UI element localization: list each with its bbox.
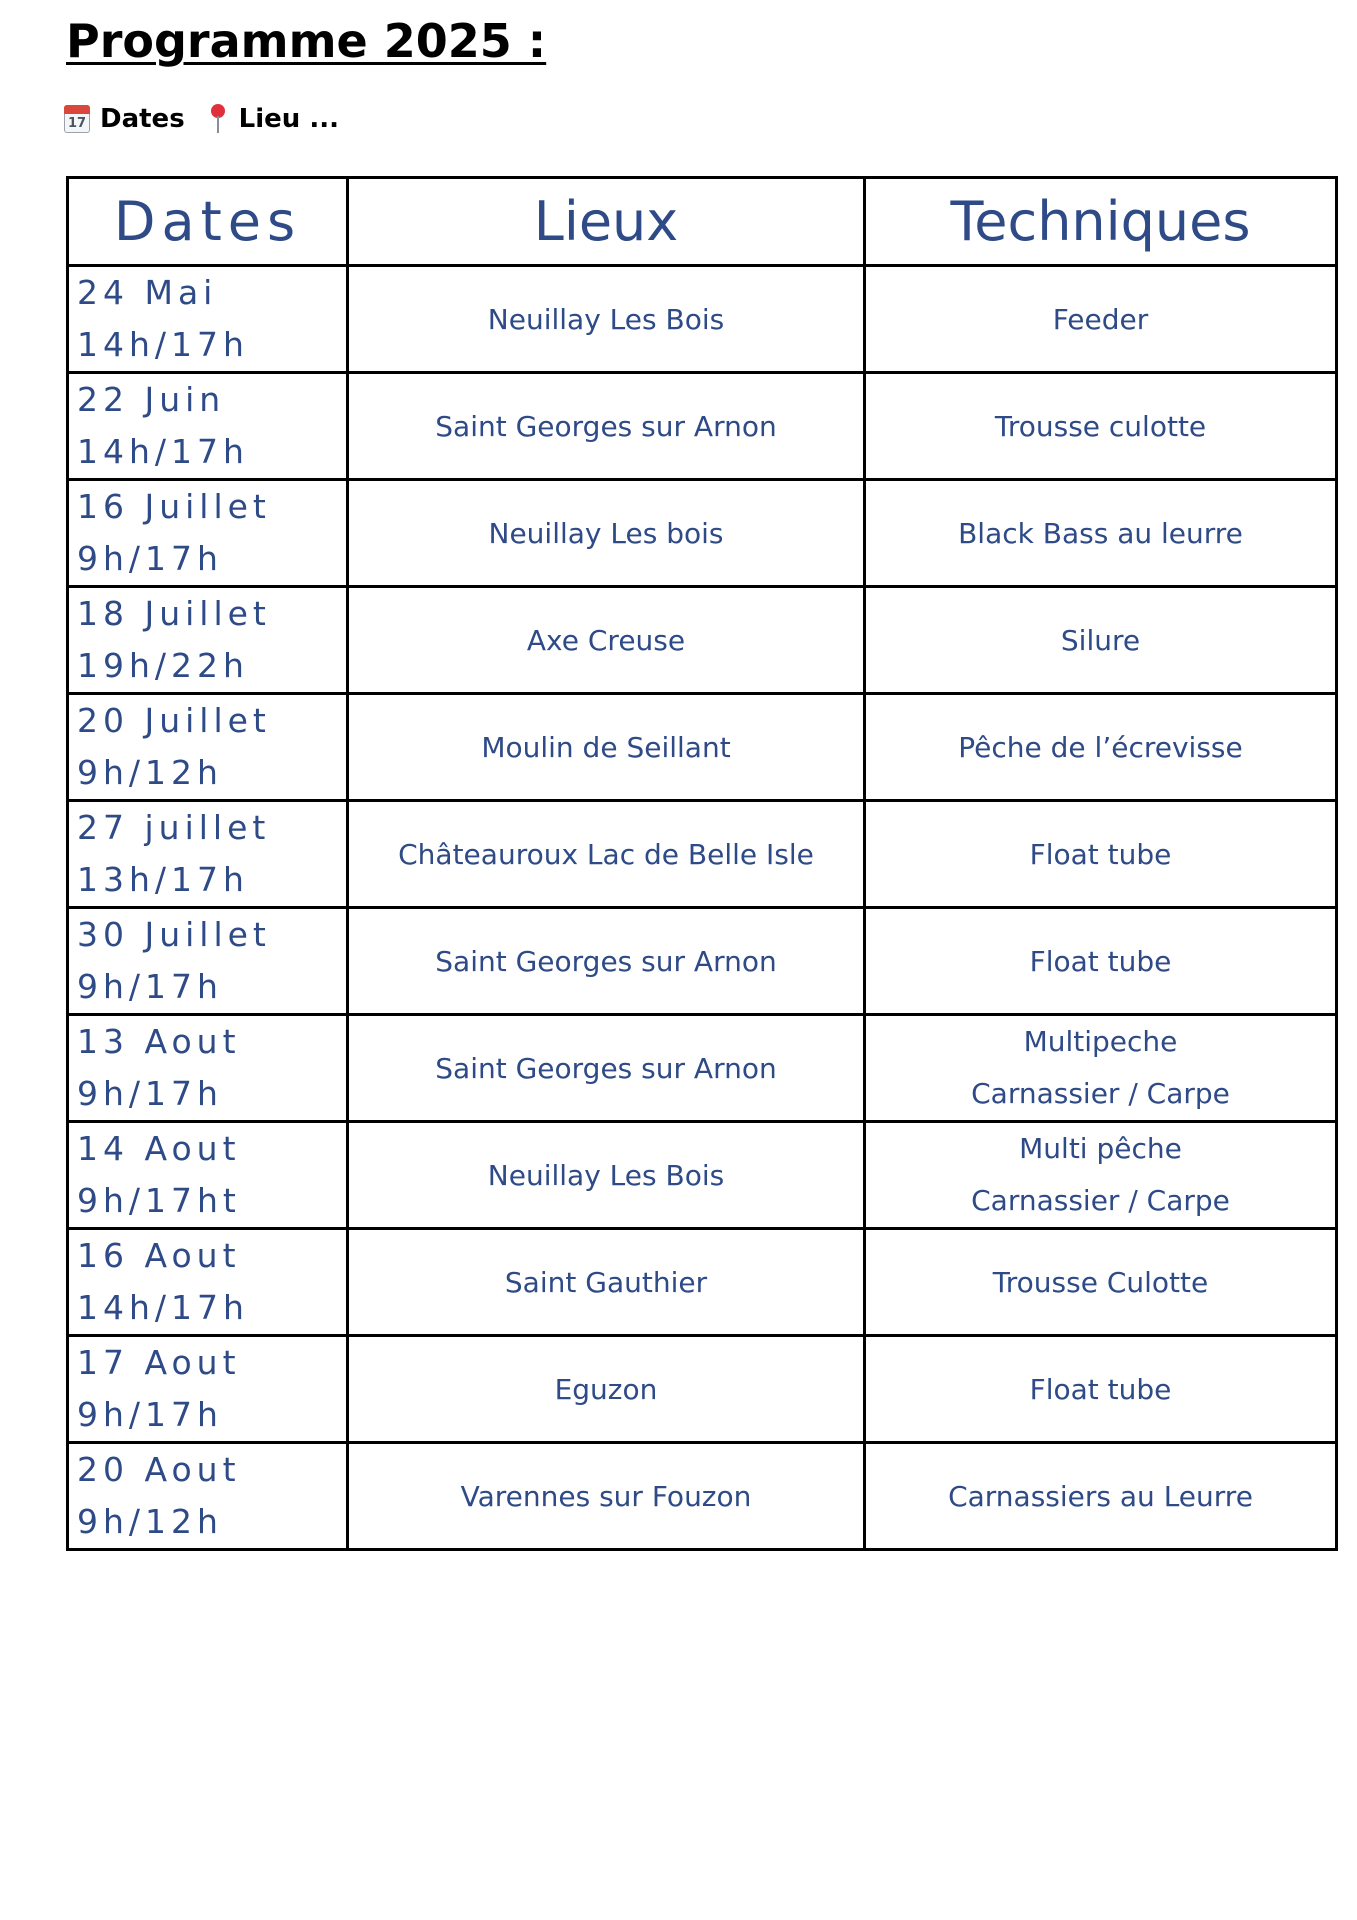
table-row: [68, 266, 1337, 373]
cell-date: [68, 1336, 348, 1443]
header-dates: Dates: [68, 178, 348, 266]
date-time: 14h/17h: [77, 1288, 249, 1327]
date-time: 9h/17h: [77, 967, 223, 1006]
technique-line: Float tube: [1029, 1372, 1172, 1406]
date-time: 14h/17h: [77, 325, 249, 364]
table-body: [68, 266, 1337, 1550]
technique-line: Carnassier / Carpe: [971, 1077, 1230, 1110]
technique-line: Multi pêche: [1019, 1132, 1182, 1165]
date-time: 9h/12h: [77, 1502, 223, 1541]
cell-date: [68, 908, 348, 1015]
cell-date: [68, 1443, 348, 1550]
date-time: 9h/17h: [77, 539, 223, 578]
cell-date: [68, 1229, 348, 1336]
technique-line: Float tube: [1029, 837, 1172, 871]
cell-lieu: Neuillay Les bois: [348, 480, 865, 587]
programme-table: [66, 176, 1338, 1551]
cell-technique: [865, 266, 1337, 373]
date-day: 20 Juillet: [77, 701, 271, 740]
table-row: [68, 1122, 1337, 1229]
cell-date: [68, 694, 348, 801]
cell-lieu: Neuillay Les Bois: [348, 1122, 865, 1229]
cell-date: [68, 801, 348, 908]
calendar-icon: 17: [64, 105, 90, 133]
date-time: 9h/17h: [77, 1074, 223, 1113]
cell-technique: [865, 373, 1337, 480]
header-lieux: Lieux: [348, 178, 865, 266]
date-day: 22 Juin: [77, 380, 226, 419]
legend-lieu-label: Lieu ...: [238, 104, 339, 134]
cell-lieu: Saint Georges sur Arnon: [348, 373, 865, 480]
date-day: 27 juillet: [77, 808, 271, 847]
cell-technique: [865, 1336, 1337, 1443]
table-row: [68, 1336, 1337, 1443]
cell-date: [68, 1015, 348, 1122]
table-row: [68, 801, 1337, 908]
table-row: [68, 1015, 1337, 1122]
date-time: 14h/17h: [77, 432, 249, 471]
technique-line: Float tube: [1029, 944, 1172, 978]
date-day: 13 Aout: [77, 1022, 241, 1061]
date-time: 9h/17h: [77, 1395, 223, 1434]
cell-date: [68, 373, 348, 480]
date-day: 16 Juillet: [77, 487, 271, 526]
pin-icon: [207, 104, 229, 134]
technique-line: Multipeche: [1023, 1025, 1178, 1058]
legend-dates-label: Dates: [100, 104, 185, 134]
cell-lieu: Châteauroux Lac de Belle Isle: [348, 801, 865, 908]
technique-line: Pêche de l’écrevisse: [958, 730, 1243, 764]
cell-technique: [865, 908, 1337, 1015]
cell-technique: [865, 1122, 1337, 1229]
table-row: [68, 373, 1337, 480]
cell-technique: [865, 587, 1337, 694]
date-day: 30 Juillet: [77, 915, 271, 954]
date-time: 9h/17ht: [77, 1181, 241, 1220]
date-time: 9h/12h: [77, 753, 223, 792]
date-day: 17 Aout: [77, 1343, 241, 1382]
legend: [64, 104, 339, 134]
cell-lieu: Eguzon: [348, 1336, 865, 1443]
date-time: 19h/22h: [77, 646, 249, 685]
technique-line: Trousse culotte: [994, 409, 1207, 443]
table-row: [68, 908, 1337, 1015]
date-day: 20 Aout: [77, 1450, 241, 1489]
table-row: [68, 480, 1337, 587]
technique-line: Trousse Culotte: [992, 1265, 1209, 1299]
date-day: 18 Juillet: [77, 594, 271, 633]
cell-technique: [865, 694, 1337, 801]
header-techniques: Techniques: [865, 178, 1337, 266]
cell-technique: [865, 1015, 1337, 1122]
cell-lieu: Neuillay Les Bois: [348, 266, 865, 373]
table-row: [68, 1229, 1337, 1336]
date-day: 24 Mai: [77, 273, 218, 312]
cell-lieu: Saint Georges sur Arnon: [348, 908, 865, 1015]
page-title: Programme 2025 :: [66, 14, 547, 68]
technique-line: Carnassiers au Leurre: [948, 1479, 1253, 1513]
technique-line: Feeder: [1052, 302, 1149, 336]
cell-technique: [865, 480, 1337, 587]
cell-technique: [865, 801, 1337, 908]
cell-date: [68, 1122, 348, 1229]
cell-date: [68, 587, 348, 694]
cell-lieu: Axe Creuse: [348, 587, 865, 694]
date-day: 16 Aout: [77, 1236, 241, 1275]
cell-lieu: Moulin de Seillant: [348, 694, 865, 801]
technique-line: Black Bass au leurre: [958, 516, 1243, 550]
table-header-row: [68, 178, 1337, 266]
technique-line: Carnassier / Carpe: [971, 1184, 1230, 1217]
date-time: 13h/17h: [77, 860, 249, 899]
cell-lieu: Varennes sur Fouzon: [348, 1443, 865, 1550]
table-row: [68, 694, 1337, 801]
cell-lieu: Saint Gauthier: [348, 1229, 865, 1336]
table-row: [68, 1443, 1337, 1550]
technique-line: Silure: [1060, 623, 1141, 657]
cell-date: [68, 480, 348, 587]
table-row: [68, 587, 1337, 694]
cell-date: [68, 266, 348, 373]
date-day: 14 Aout: [77, 1129, 241, 1168]
cell-technique: [865, 1443, 1337, 1550]
cell-technique: [865, 1229, 1337, 1336]
cell-lieu: Saint Georges sur Arnon: [348, 1015, 865, 1122]
